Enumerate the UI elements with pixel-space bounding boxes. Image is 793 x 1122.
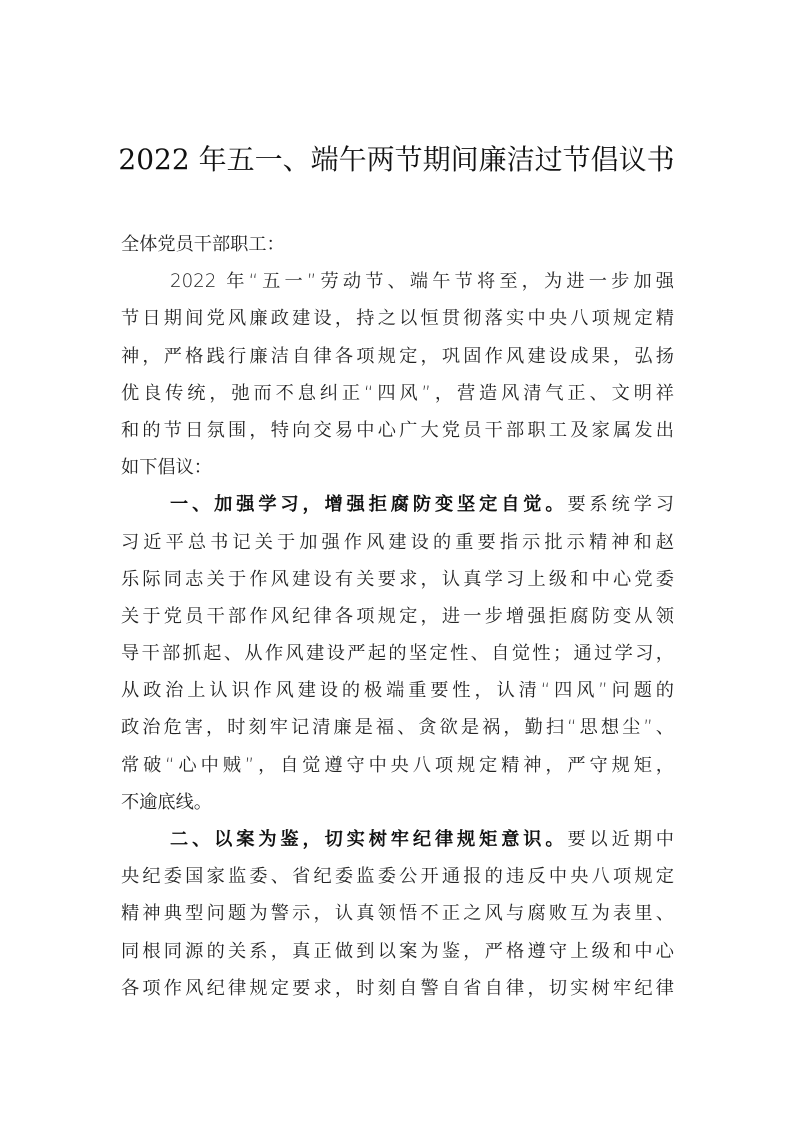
section-1-line: 政治危害，时刻牢记清廉是福、贪欲是祸，勤扫“思想尘”、 xyxy=(121,717,674,739)
section-1-line: 关于党员干部作风纪律各项规定，进一步增强拒腐防变从领 xyxy=(121,605,674,627)
intro-line: 2022 年“五一”劳动节、端午节将至，为进一步加强 xyxy=(170,271,674,293)
document-body xyxy=(121,226,674,1007)
section-1-paragraph xyxy=(121,486,674,821)
section-2-paragraph xyxy=(121,821,674,1007)
section-1-line: 导干部抓起、从作风建设严起的坚定性、自觉性；通过学习， xyxy=(121,643,674,665)
section-1-heading: 一、加强学习，增强拒腐防变坚定自觉。 xyxy=(170,494,568,516)
salutation: 全体党员干部职工： xyxy=(121,234,285,255)
section-1-line: 从政治上认识作风建设的极端重要性，认清“四风”问题的 xyxy=(121,680,674,702)
section-2-heading: 二、以案为鉴，切实树牢纪律规矩意识。 xyxy=(170,829,568,850)
intro-line: 神，严格践行廉洁自律各项规定，巩固作风建设成果，弘扬 xyxy=(121,345,674,367)
intro-line: 节日期间党风廉政建设，持之以恒贯彻落实中央八项规定精 xyxy=(121,308,674,330)
section-1-line: 习近平总书记关于加强作风建设的重要指示批示精神和赵 xyxy=(121,531,674,553)
section-2-line: 各项作风纪律规定要求，时刻自警自省自律，切实树牢纪律 xyxy=(121,977,674,999)
intro-line: 优良传统，弛而不息纠正“四风”，营造风清气正、文明祥 xyxy=(121,382,674,404)
section-2-first-line xyxy=(121,821,674,858)
section-2-line: 精神典型问题为警示，认真领悟不正之风与腐败互为表里、 xyxy=(121,903,674,925)
section-2-line: 同根同源的关系，真正做到以案为鉴，严格遵守上级和中心 xyxy=(121,940,674,962)
section-1-line: 不逾底线。 xyxy=(121,791,212,813)
intro-line: 如下倡议： xyxy=(121,457,212,479)
intro-line: 和的节日氛围，特向交易中心广大党员干部职工及家属发出 xyxy=(121,419,674,441)
intro-paragraph xyxy=(121,263,674,486)
document-title: 2022 年五一、端午两节期间廉洁过节倡议书 xyxy=(118,143,675,176)
section-2-first-line-text: 要以近期中 xyxy=(567,829,674,850)
section-1-line: 常破“心中贼”，自觉遵守中央八项规定精神，严守规矩， xyxy=(121,754,674,776)
section-2-line: 央纪委国家监委、省纪委监委公开通报的违反中央八项规定 xyxy=(121,866,674,888)
section-1-line: 乐际同志关于作风建设有关要求，认真学习上级和中心党委 xyxy=(121,568,674,590)
section-1-first-line xyxy=(121,486,674,523)
section-1-first-line-text: 要系统学习 xyxy=(567,494,674,516)
